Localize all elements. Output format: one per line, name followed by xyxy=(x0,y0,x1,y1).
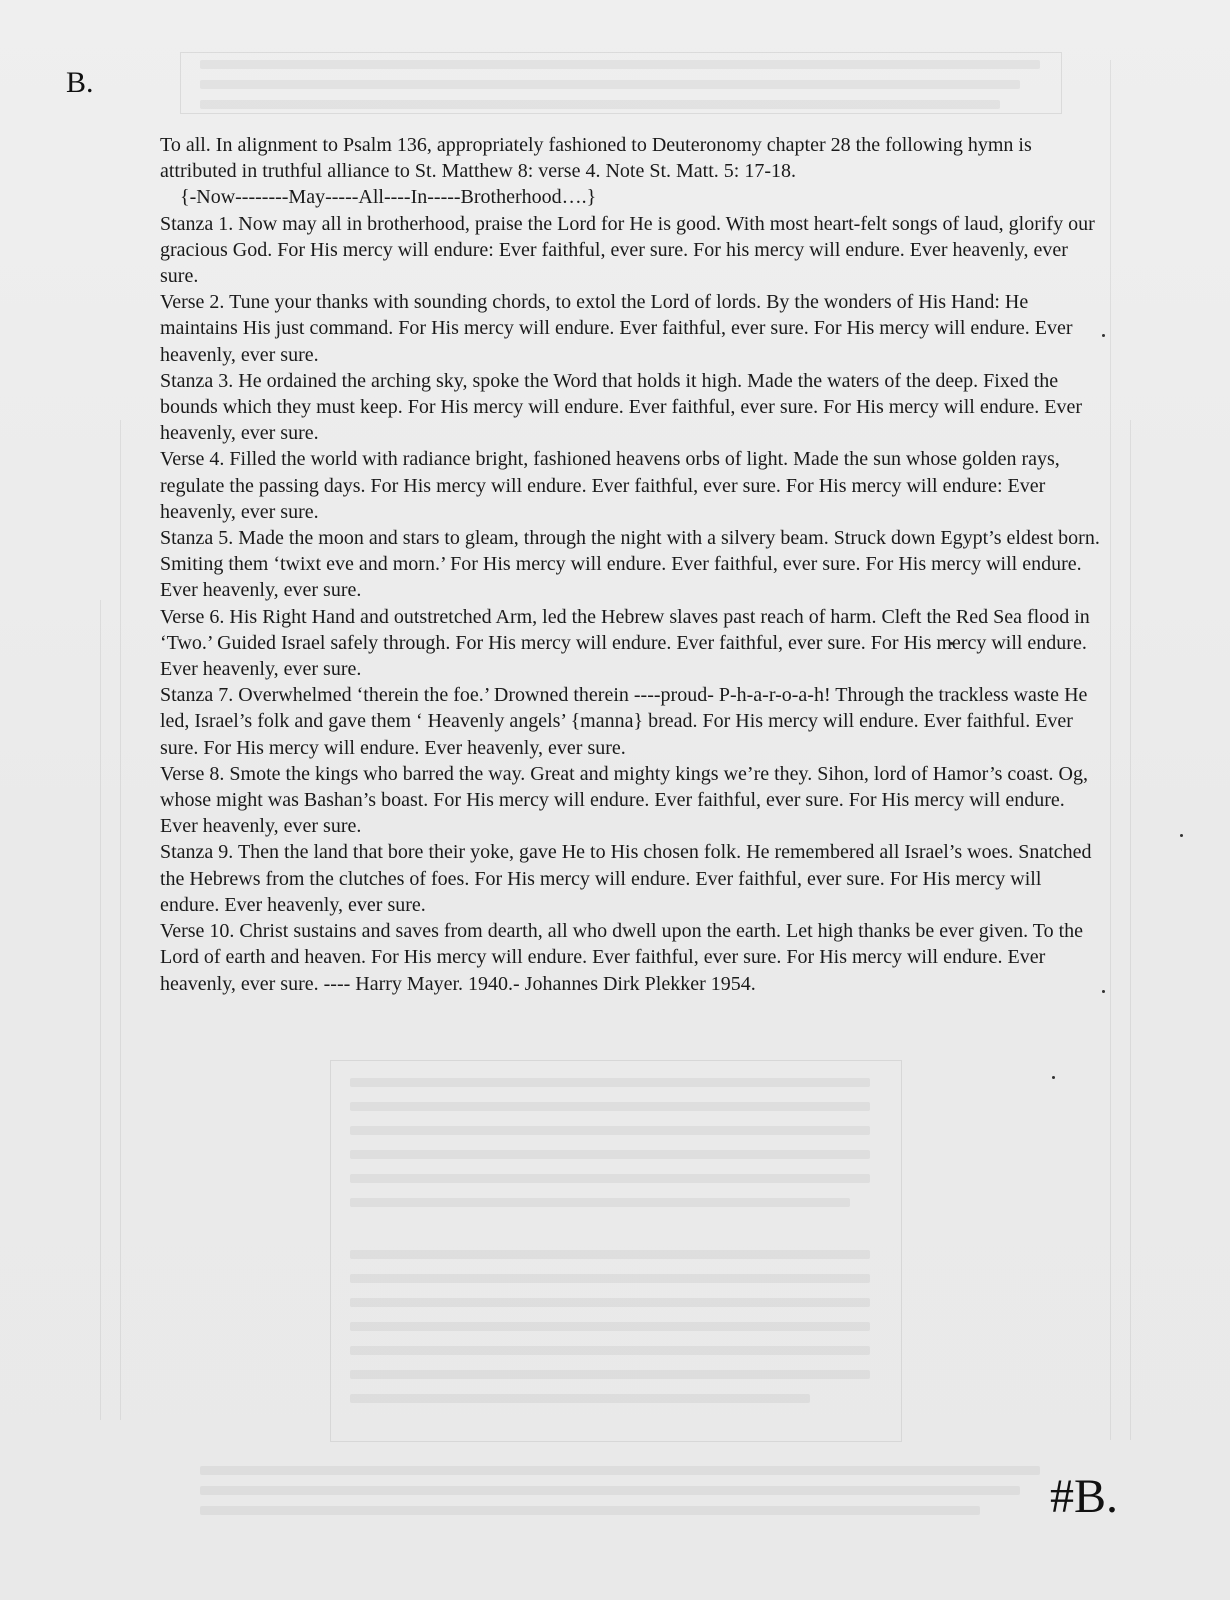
intro-paragraph: To all. In alignment to Psalm 136, appropriately fashioned to Deuteronomy chapter 28 the following hymn is attributed in truthful alliance to St. Matthew 8: verse 4. Note St. Matt. 5: 17-18. xyxy=(160,134,1032,183)
stanza-paragraph: Verse 6. His Right Hand and outstretched Arm, led the Hebrew slaves past reach of harm. Cleft the Red Sea flood in ‘Two.’ Guided Israel safely through. For His mercy will endure. Ever faithful, ever sure. For His mercy will endure. Ever heavenly, ever sure. xyxy=(160,605,1090,681)
stanza-paragraph: Verse 10. Christ sustains and saves from dearth, all who dwell upon the earth. Let high thanks be ever given. To the Lord of earth and heaven. For His mercy will endure. Ever faithful, ever sure. For His mercy will endure. Ever heavenly, ever sure. ---- Harry Mayer. 1940.- Johannes Dirk Plekker 1954. xyxy=(160,920,1084,995)
show-through-border xyxy=(120,420,121,1420)
show-through-line xyxy=(350,1298,870,1307)
stanza-paragraph: Stanza 5. Made the moon and stars to gleam, through the night with a silvery beam. Struck down Egypt’s eldest born. Smiting them ‘twixt eve and morn.’ For His mercy will endure. Ever faithful, ever sure. For His mercy will endure. Ever heavenly, ever sure. xyxy=(160,527,1100,602)
stanza-paragraph: Stanza 1. Now may all in brotherhood, praise the Lord for He is good. With most heart-felt songs of laud, glorify our gracious God. For His mercy will endure: Ever faithful, ever sure. For his mercy will endure. Ever heavenly, ever sure. xyxy=(160,212,1095,288)
show-through-line xyxy=(200,100,1000,109)
page-footer-mark: #B. xyxy=(1050,1470,1119,1523)
show-through-line xyxy=(350,1126,870,1135)
show-through-line xyxy=(350,1174,870,1183)
show-through-line xyxy=(350,1102,870,1111)
show-through-line xyxy=(350,1346,870,1355)
show-through-border xyxy=(1110,60,1111,1440)
stanza-paragraph: Verse 8. Smote the kings who barred the way. Great and mighty kings we’re they. Sihon, lord of Hamor’s coast. Og, whose might was Bashan’s boast. For His mercy will endure. Ever faithful, ever sure. For His mercy will endure. Ever heavenly, ever sure. xyxy=(160,762,1088,838)
hymn-title: {-Now--------May-----All----In-----Brotherhood….} xyxy=(180,186,597,209)
show-through-line xyxy=(350,1394,810,1403)
document-body xyxy=(160,132,1100,997)
show-through-line xyxy=(200,1506,980,1515)
stanza-paragraph: Stanza 9. Then the land that bore their yoke, gave He to His chosen folk. He remembered all Israel’s woes. Snatched the Hebrews from the clutches of foes. For His mercy will endure. Ever faithful, ever sure. For His mercy will endure. Ever heavenly, ever sure. xyxy=(160,841,1092,916)
show-through-line xyxy=(350,1078,870,1087)
show-through-line xyxy=(350,1198,850,1207)
show-through-line xyxy=(200,1486,1020,1495)
show-through-line xyxy=(350,1370,870,1379)
scan-speck xyxy=(1102,990,1105,993)
scan-speck xyxy=(1052,1076,1055,1079)
show-through-line xyxy=(200,60,1040,69)
stanza-paragraph: Stanza 7. Overwhelmed ‘therein the foe.’ Drowned therein ----proud- P-h-a-r-o-a-h! Through the trackless waste He led, Israel’s folk and gave them ‘ Heavenly angels’ {manna} bread. For His mercy will endure. Ever faithful. Ever sure. For His mercy will endure. Ever heavenly, ever sure. xyxy=(160,684,1088,759)
show-through-line xyxy=(350,1250,870,1259)
show-through-line xyxy=(350,1322,870,1331)
stanza-paragraph: Stanza 3. He ordained the arching sky, spoke the Word that holds it high. Made the waters of the deep. Fixed the bounds which they must keep. For His mercy will endure. Ever faithful, ever sure. For His mercy will endure. Ever heavenly, ever sure. xyxy=(160,369,1082,445)
stanza-paragraph: Verse 4. Filled the world with radiance bright, fashioned heavens orbs of light. Made the sun whose golden rays, regulate the passing days. For His mercy will endure. Ever faithful, ever sure. For His mercy will endure: Ever heavenly, ever sure. xyxy=(160,448,1060,523)
show-through-line xyxy=(200,1466,1040,1475)
page-corner-label: B. xyxy=(66,66,94,99)
show-through-line xyxy=(200,80,1020,89)
show-through-border xyxy=(1130,420,1131,1440)
stanza-paragraph: Verse 2. Tune your thanks with sounding chords, to extol the Lord of lords. By the wonders of His Hand: He maintains His just command. For His mercy will endure. Ever faithful, ever sure. For His mercy will endure. Ever heavenly, ever sure. xyxy=(160,291,1073,366)
show-through-line xyxy=(350,1150,870,1159)
show-through-border xyxy=(100,600,101,1420)
scan-speck xyxy=(1180,834,1183,837)
show-through-line xyxy=(350,1274,870,1283)
scan-speck xyxy=(1102,334,1105,337)
